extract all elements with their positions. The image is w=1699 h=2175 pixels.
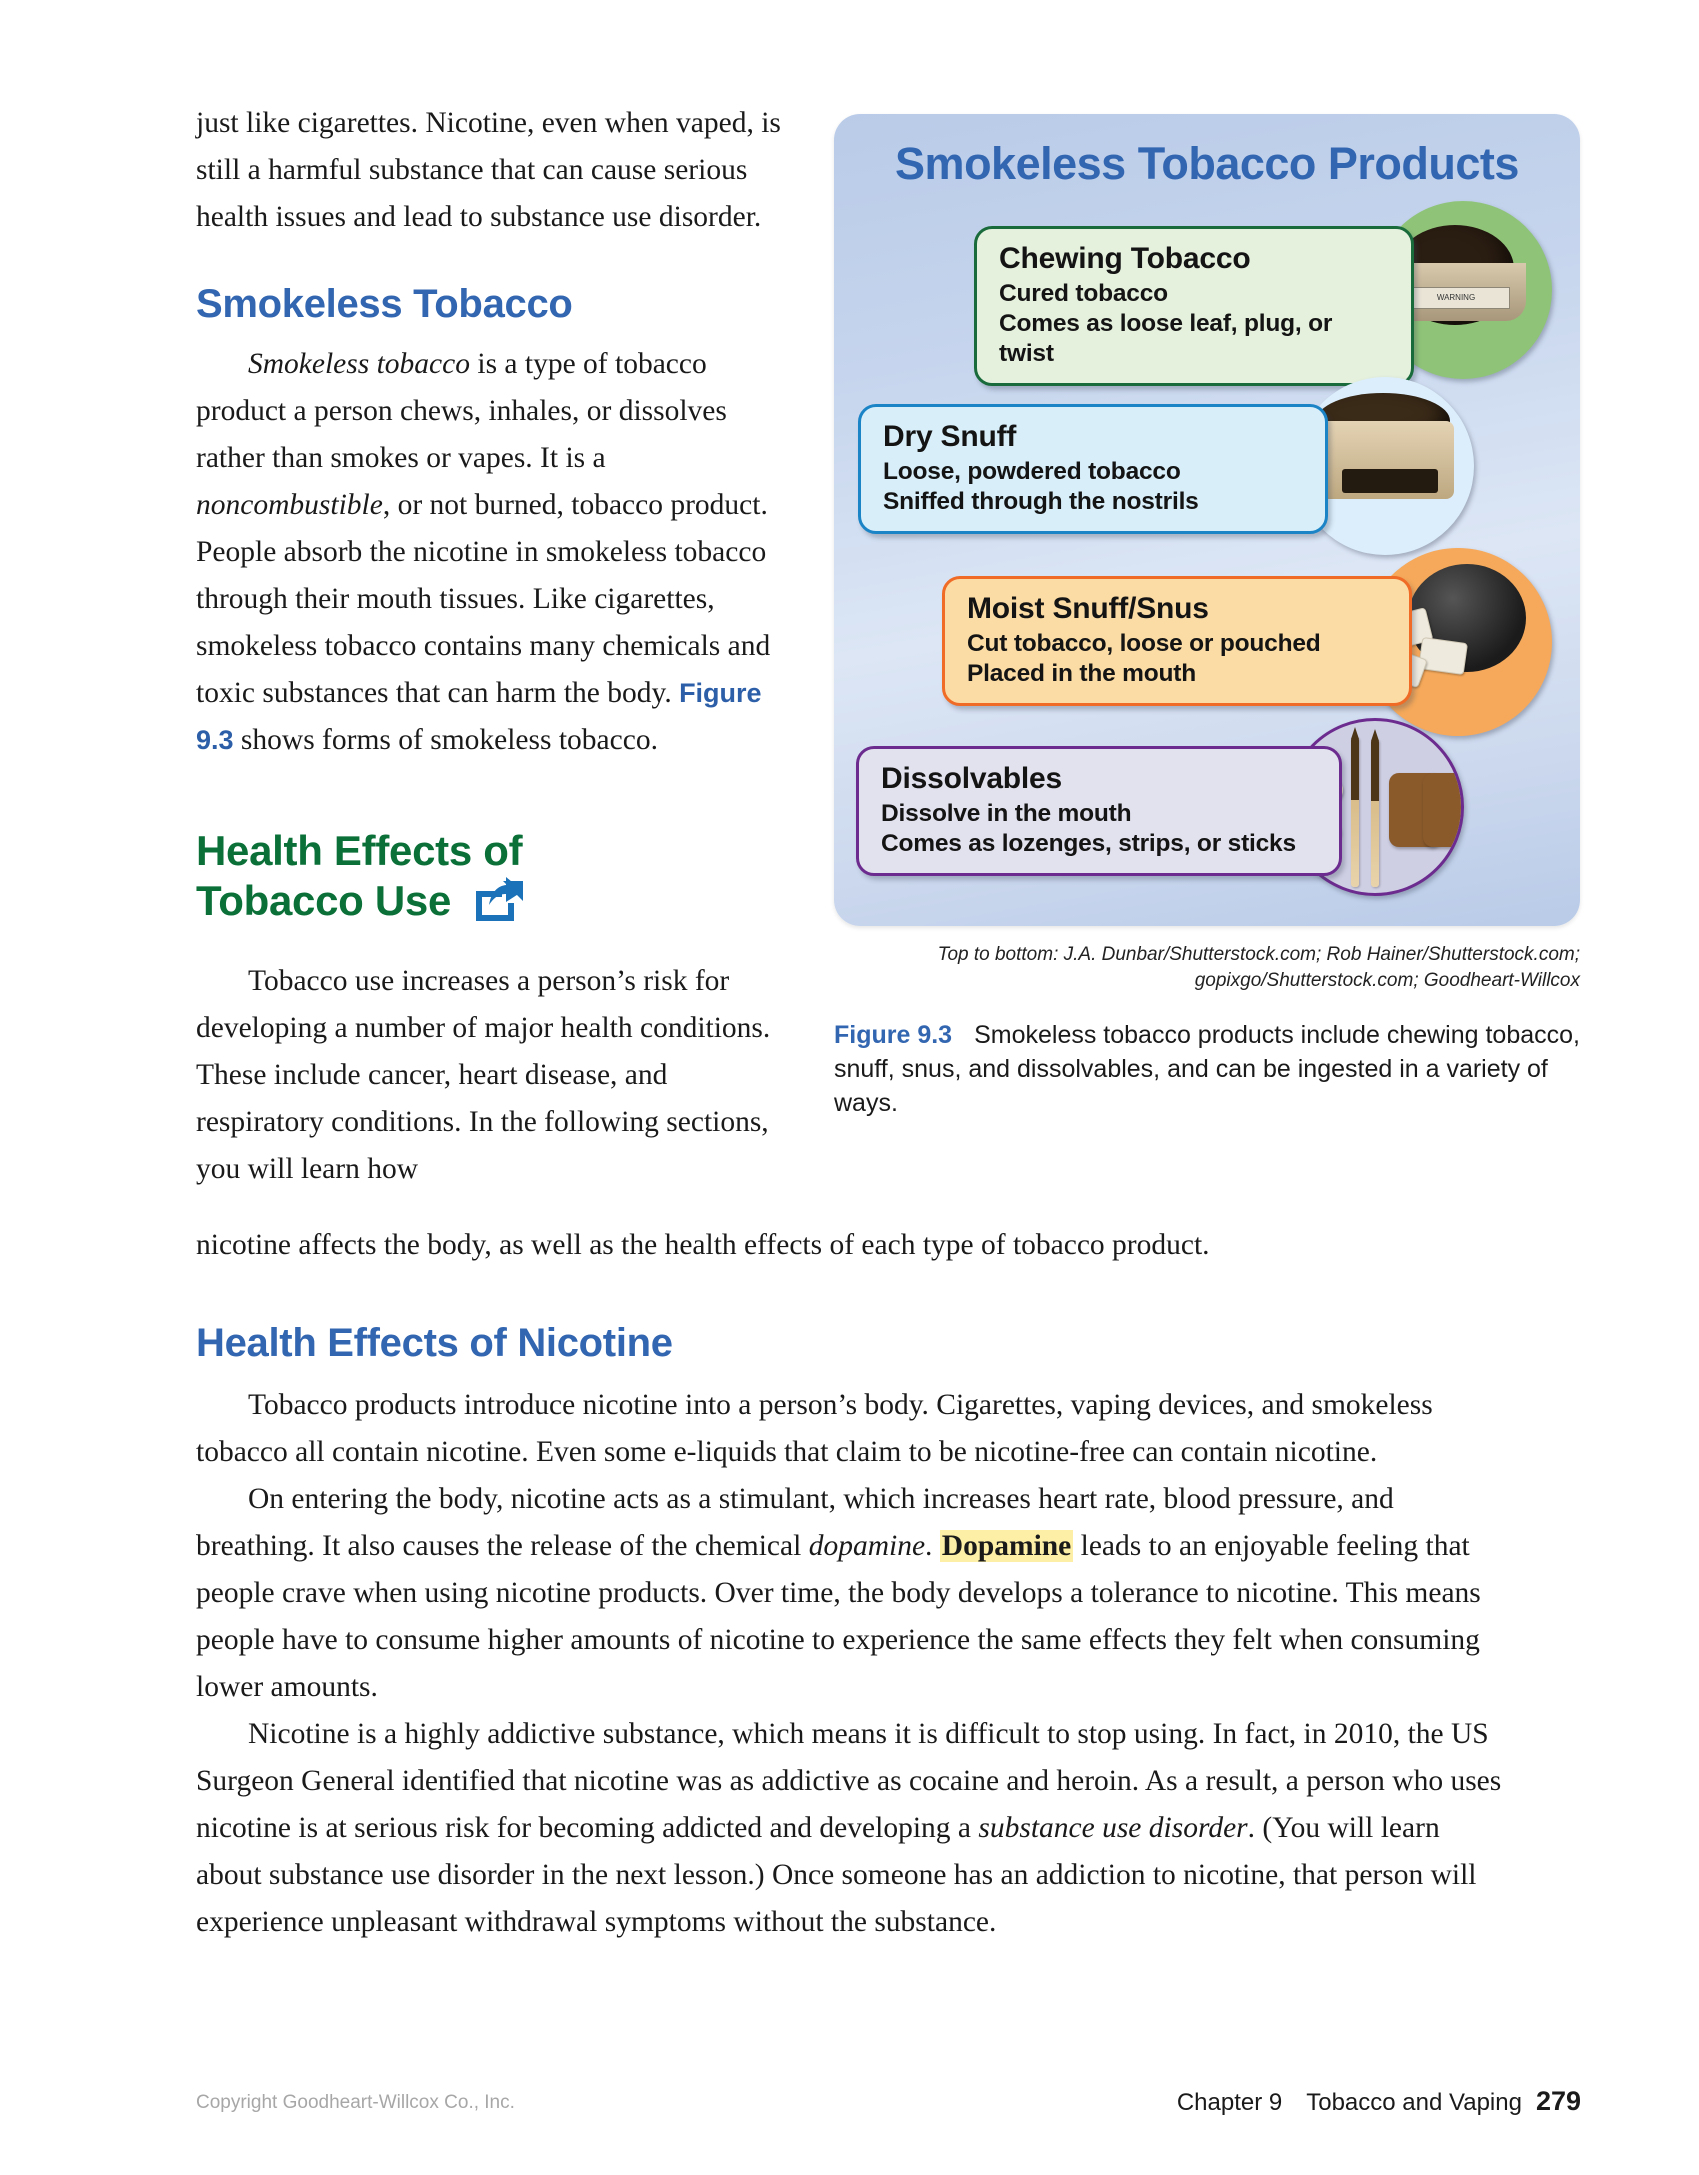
term-substance-use-disorder: substance use disorder [978, 1812, 1248, 1844]
figure-reference-link[interactable]: Figure 9.3 [196, 678, 762, 755]
figure-caption-label: Figure 9.3 [834, 1021, 953, 1049]
card-moist-snuff-snus [942, 576, 1412, 706]
card-line-2: Sniffed through the nostrils [883, 488, 1199, 515]
text-run-2: , or not burned, tobacco product. People absorb the nicotine in smokeless tobacco through their mouth tissues. Like cigarettes, smokeless tobacco contains many chemicals and toxic substances that can harm the body. [196, 489, 771, 709]
heading-smokeless-tobacco: Smokeless Tobacco [196, 282, 573, 326]
term-dopamine-italic: dopamine [808, 1530, 926, 1562]
figure-panel [834, 114, 1580, 926]
paragraph-nicotine-3 [196, 1711, 1506, 1946]
card-line-1: Cut tobacco, loose or pouched [967, 630, 1321, 657]
chewing-tin-warning-label: WARNING [1402, 287, 1510, 309]
card-line-1: Dissolve in the mouth [881, 800, 1132, 827]
footer-page-number: 279 [1535, 2086, 1581, 2116]
footer-copyright: Copyright Goodheart-Willcox Co., Inc. [196, 2092, 515, 2113]
card-dry-snuff [858, 404, 1328, 534]
left-text-column [196, 100, 796, 1193]
tobacco-strip [1423, 773, 1464, 847]
heading-health-effects-nicotine: Health Effects of Nicotine [196, 1321, 673, 1365]
tobacco-stick [1351, 737, 1359, 887]
card-line-2: Comes as lozenges, strips, or sticks [881, 830, 1296, 857]
text-run-7: Nicotine is a highly addictive substance, which means it is difficult to stop using. In fact, in 2010, the US Surgeon General identified that nicotine was as addictive as cocaine and heroin. As a result, a person who uses nicotine is at serious risk for becoming addicted and developing a [196, 1718, 1502, 1844]
figure-photo-credit [834, 942, 1580, 994]
text-run-5: . [925, 1530, 940, 1562]
card-line-1: Loose, powdered tobacco [883, 458, 1181, 485]
card-title: Chewing Tobacco [999, 242, 1251, 275]
paragraph-health-effects-narrow: Tobacco use increases a person’s risk for developing a number of major health conditions. These include cancer, heart disease, and respiratory conditions. In the following sections, you will learn how [196, 965, 771, 1185]
text-run-6: leads to an enjoyable feeling that people crave when using nicotine products. Over time, the body develops a tolerance to nicotine. This means people have to consume higher amounts of nicotine to experience the same effects they felt when consuming lower amounts. [196, 1530, 1481, 1703]
text-run-1: is a type of tobacco product a person chews, inhales, or dissolves rather than smokes or vapes. It is a [196, 348, 727, 474]
paragraph-smokeless-definition [196, 341, 796, 764]
footer-chapter-number: Chapter 9 [1176, 2089, 1283, 2116]
dry-snuff-tin-label [1342, 469, 1438, 493]
paragraph-nicotine-2 [196, 1476, 1506, 1711]
figure-caption-text: Smokeless tobacco products include chewing tobacco, snuff, snus, and dissolvables, and can be ingested in a variety of ways. [834, 1021, 1580, 1117]
text-run-3: shows forms of smokeless tobacco. [233, 724, 658, 756]
paragraph-continued: just like cigarettes. Nicotine, even when vaped, is still a harmful substance that can cause serious health issues and lead to substance use disorder. [196, 107, 781, 233]
text-run-8: . (You will learn about substance use disorder in the next lesson.) Once someone has an addiction to nicotine, that person will experience unpleasant withdrawal symptoms without the substance. [196, 1812, 1477, 1938]
card-line-1: Cured tobacco [999, 280, 1168, 307]
paragraph-nicotine-1: Tobacco products introduce nicotine into a person’s body. Cigarettes, vaping devices, and smokeless tobacco all contain nicotine. Even some e-liquids that claim to be nicotine-free can contain nicotine. [196, 1389, 1433, 1468]
card-title: Moist Snuff/Snus [967, 592, 1209, 625]
figure-caption [834, 1018, 1580, 1120]
share-external-link-icon[interactable] [473, 877, 527, 932]
full-width-continuation [196, 1222, 1506, 1269]
credit-line-2: gopixgo/Shutterstock.com; Goodheart-Willcox [1194, 970, 1580, 991]
term-smokeless-tobacco: Smokeless tobacco [248, 348, 470, 380]
card-line-2: Comes as loose leaf, plug, or twist [999, 310, 1333, 367]
card-line-2: Placed in the mouth [967, 660, 1196, 687]
credit-line-1: Top to bottom: J.A. Dunbar/Shutterstock.com; Rob Hainer/Shutterstock.com; [937, 944, 1580, 965]
heading-health-effects-tobacco-use [196, 826, 796, 932]
card-dissolvables [856, 746, 1342, 876]
footer-chapter-info [1177, 2086, 1581, 2117]
text-run-4: On entering the body, nicotine acts as a stimulant, which increases heart rate, blood pressure, and breathing. It also causes the release of the chemical [196, 1483, 1394, 1562]
figure-title: Smokeless Tobacco Products [895, 138, 1519, 189]
card-chewing-tobacco [974, 226, 1414, 386]
footer-chapter-title: Tobacco and Vaping [1306, 2089, 1522, 2116]
snus-pouch [1418, 637, 1468, 675]
figure-9-3 [834, 114, 1580, 1120]
heading-line-1: Health Effects of [196, 827, 523, 874]
tobacco-stick [1371, 739, 1379, 887]
highlighted-term-dopamine: Dopamine [941, 1530, 1072, 1562]
term-noncombustible: noncombustible [196, 489, 383, 521]
card-title: Dry Snuff [883, 420, 1017, 453]
card-title: Dissolvables [881, 762, 1063, 795]
paragraph-health-effects-wide: nicotine affects the body, as well as the health effects of each type of tobacco product. [196, 1229, 1210, 1261]
nicotine-section [196, 1320, 1506, 1946]
heading-line-2: Tobacco Use [196, 877, 451, 924]
